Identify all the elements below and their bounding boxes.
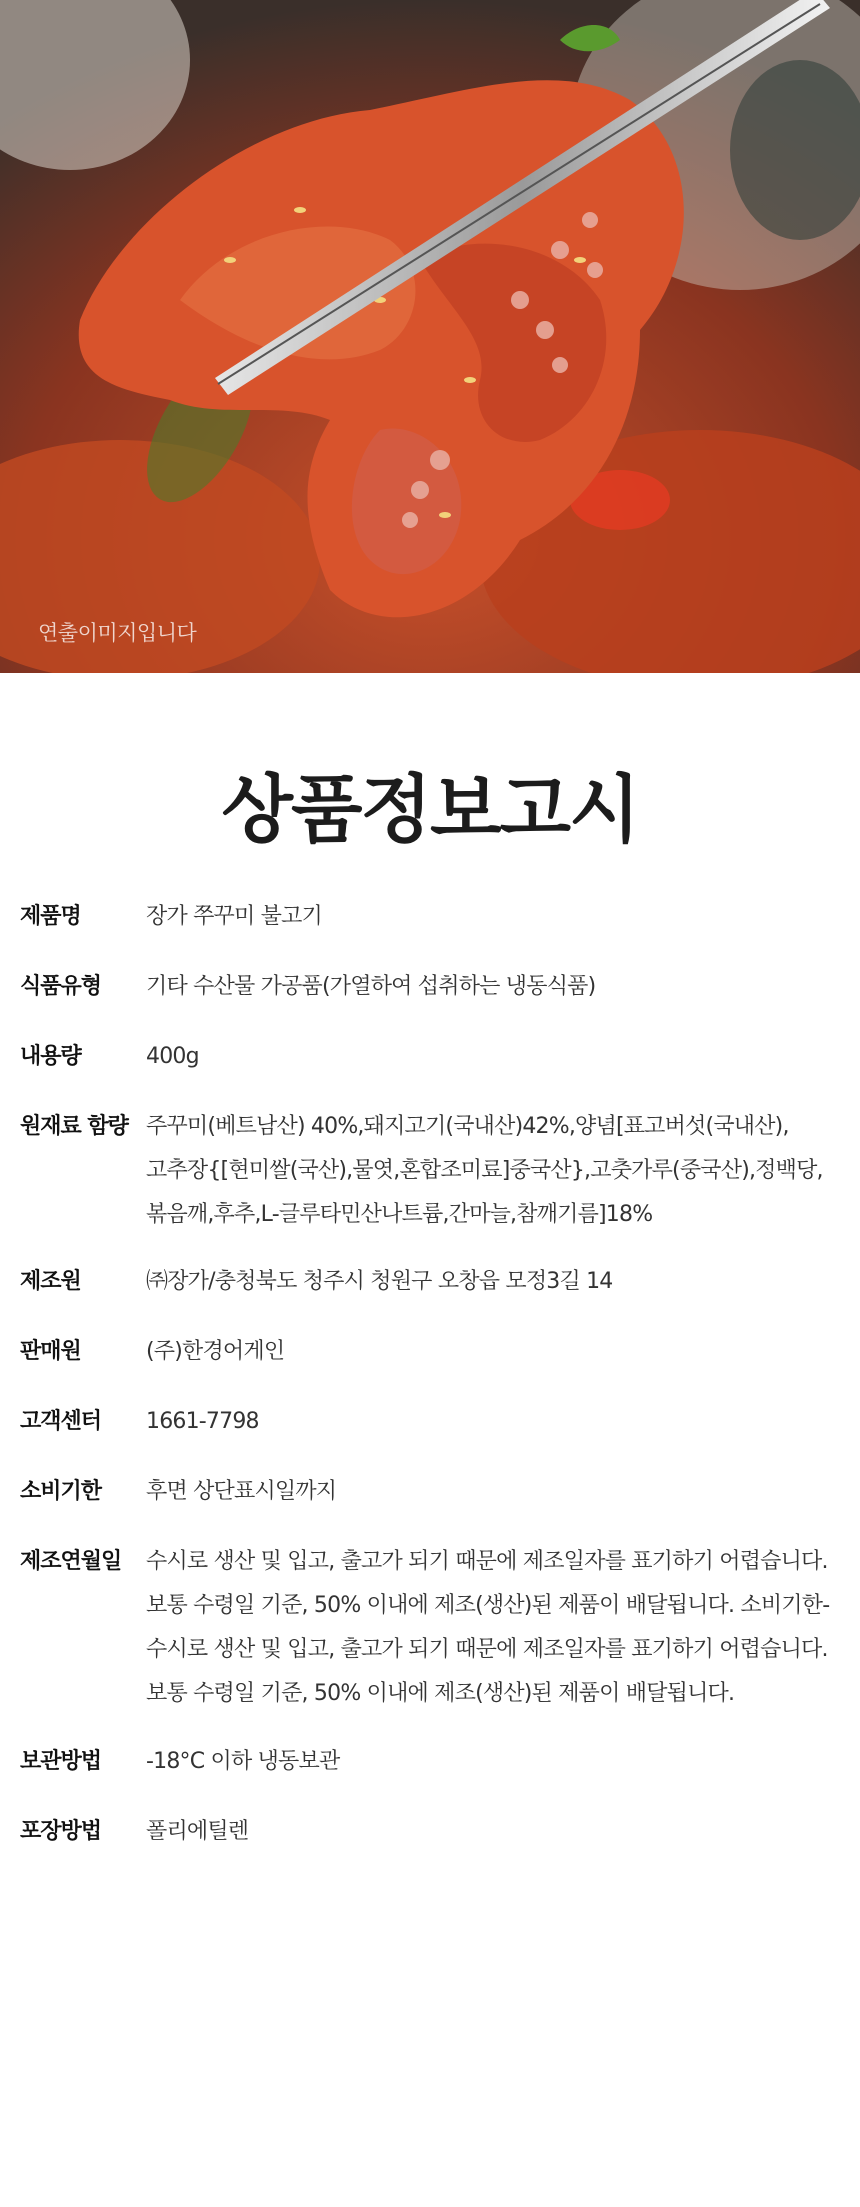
info-label: 제품명: [20, 904, 81, 929]
info-label: 제조연월일: [20, 1549, 122, 1574]
info-value: 폴리에틸렌: [146, 1819, 249, 1844]
info-value: 주꾸미(베트남산) 40%,돼지고기(국내산)42%,양념[표고버섯(국내산),고추장{[현미쌀(국산),물엿,혼합조미료]중국산},고춧가루(중국산),정백당,볶음깨,후추,L-글루타민산나트륨,간마늘,참깨기름]18%: [146, 1114, 823, 1227]
info-label: 포장방법: [20, 1819, 102, 1844]
page-title: 상품정보고시: [221, 767, 639, 853]
octopus-bulgogi-illustration: [0, 0, 860, 673]
hero-food-photo: [0, 0, 860, 673]
staged-image-caption: 연출이미지입니다: [38, 621, 197, 645]
info-label: 판매원: [20, 1339, 81, 1364]
info-value: (주)한경어게인: [146, 1339, 285, 1364]
info-value: 장가 쭈꾸미 불고기: [146, 904, 323, 929]
info-value: 400g: [146, 1044, 199, 1069]
info-value: -18°C 이하 냉동보관: [146, 1749, 340, 1774]
info-label: 보관방법: [20, 1749, 102, 1774]
info-value: ㈜장가/충청북도 청주시 청원구 오창읍 모정3길 14: [146, 1269, 613, 1294]
info-value: 수시로 생산 및 입고, 출고가 되기 때문에 제조일자를 표기하기 어렵습니다. 보통 수령일 기준, 50% 이내에 제조(생산)된 제품이 배달됩니다. 소비기한-수시로 생산 및 입고, 출고가 되기 때문에 제조일자를 표기하기 어렵습니다. 보통 수령일 기준, 50% 이내에 제조(생산)된 제품이 배달됩니다.: [146, 1549, 830, 1706]
info-value: 1661-7798: [146, 1409, 259, 1434]
info-label: 소비기한: [20, 1479, 102, 1504]
info-label: 고객센터: [20, 1409, 102, 1434]
info-label: 내용량: [20, 1044, 81, 1069]
info-value: 후면 상단표시일까지: [146, 1479, 337, 1504]
info-label: 원재료 함량: [20, 1114, 128, 1139]
info-label: 제조원: [20, 1269, 81, 1294]
info-value: 기타 수산물 가공품(가열하여 섭취하는 냉동식품): [146, 974, 596, 999]
info-label: 식품유형: [20, 974, 102, 999]
